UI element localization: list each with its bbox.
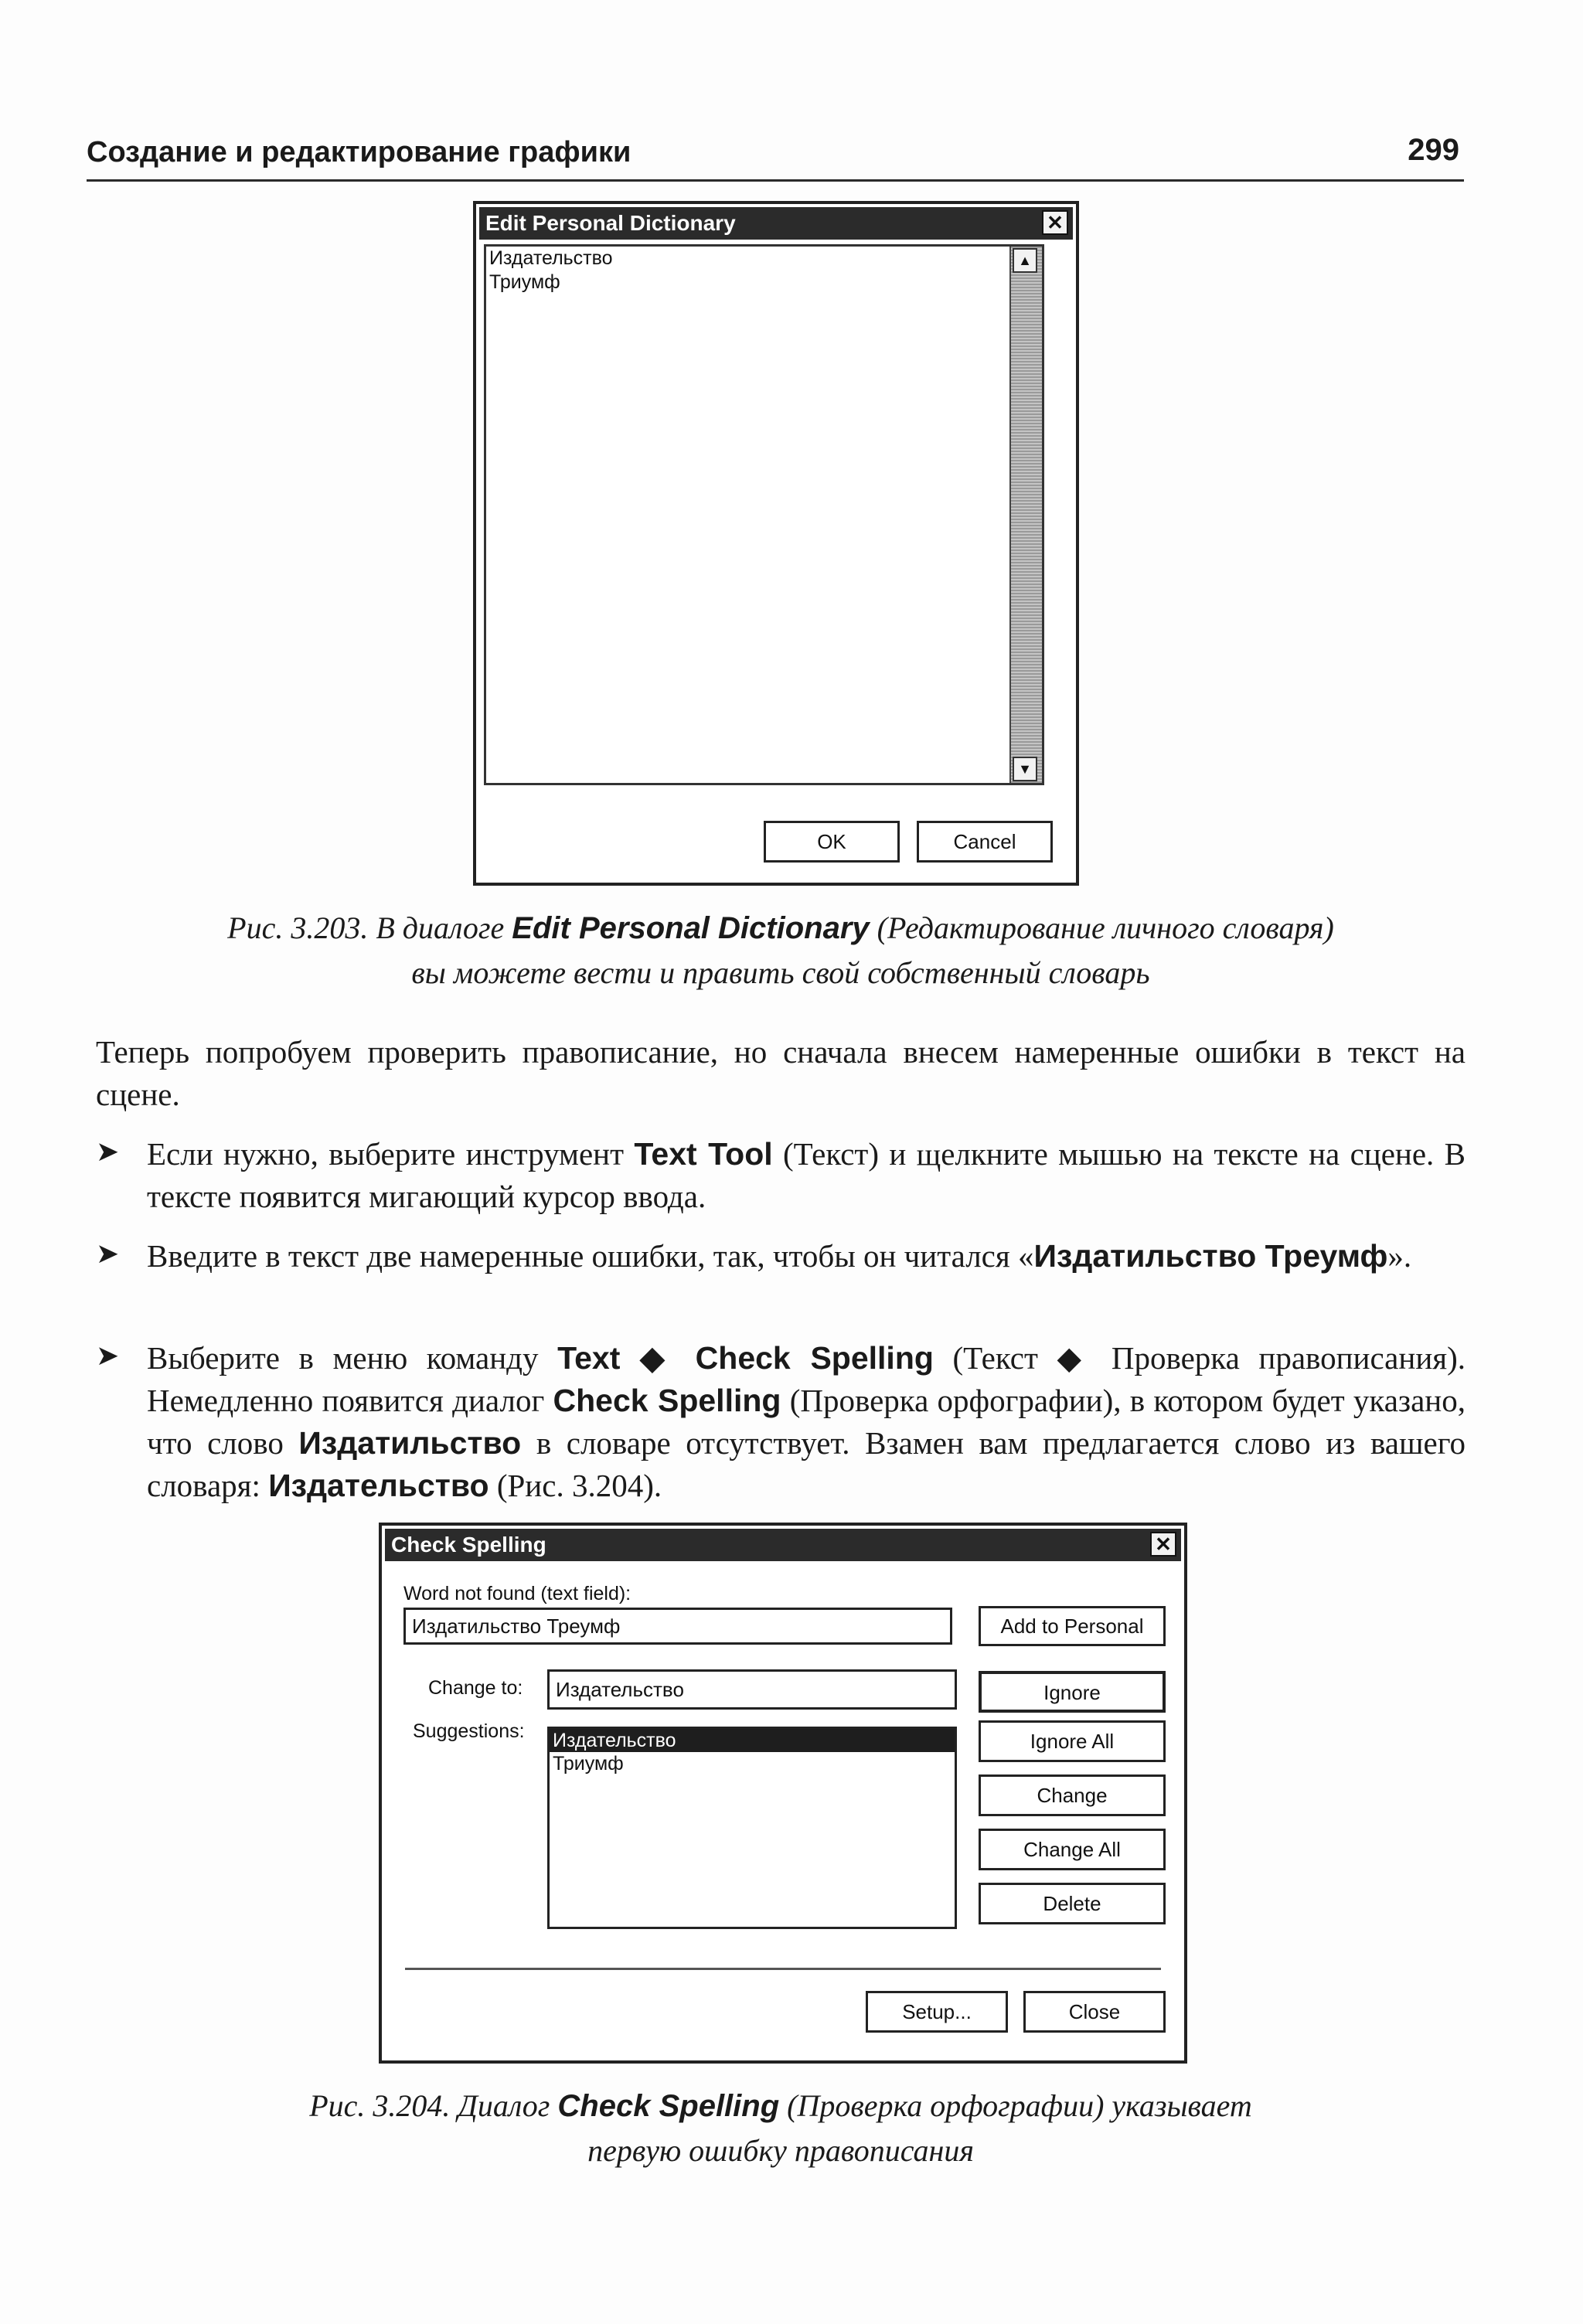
list-item-selected[interactable]: Издательство: [550, 1729, 955, 1752]
caption-prefix: Рис. 3.203. В диалоге: [227, 910, 505, 945]
suggestions-label: Suggestions:: [413, 1720, 525, 1742]
bullet-paragraph-3: [147, 1337, 1466, 1507]
change-to-field[interactable]: Издательство: [547, 1669, 957, 1710]
page-header: [87, 133, 1464, 182]
caption-prefix: Рис. 3.204. Диалог: [309, 2088, 550, 2123]
close-icon[interactable]: ✕: [1150, 1532, 1176, 1557]
edit-personal-dictionary-dialog: [473, 201, 1079, 886]
caption-suffix: (Редактирование личного словаря): [877, 910, 1334, 945]
delete-button[interactable]: Delete: [979, 1883, 1166, 1924]
bullet-arrow-icon: ➤: [96, 1136, 120, 1168]
divider: [405, 1968, 1161, 1970]
vertical-scrollbar[interactable]: [1009, 247, 1042, 783]
setup-button[interactable]: Setup...: [866, 1991, 1008, 2033]
dialog-name: Check Spelling: [553, 1383, 781, 1418]
text-span: (Текст) и щелкните мышью на тексте на сцене. В тексте появится мигающий курсор ввода.: [147, 1136, 1466, 1214]
dialog-title: Edit Personal Dictionary: [485, 211, 736, 235]
caption-line2: вы можете вести и править свой собственный словарь: [411, 955, 1150, 990]
bullet-paragraph-2: [147, 1235, 1466, 1278]
ok-button[interactable]: OK: [764, 821, 900, 863]
figure-caption-204: [116, 2084, 1445, 2173]
dialog-titlebar[interactable]: [479, 207, 1073, 240]
text-span: (Проверка орфографии), в котором будет указано, что слово: [147, 1383, 1466, 1461]
misspelled-word: Издатильство: [298, 1425, 522, 1461]
text-span: в словаре отсутствует. Взамен вам предлагается слово из вашего словаря:: [147, 1425, 1466, 1503]
dialog-titlebar[interactable]: [385, 1529, 1181, 1561]
bullet-arrow-icon: ➤: [96, 1340, 120, 1372]
list-item[interactable]: Триумф: [553, 1753, 624, 1774]
dictionary-list[interactable]: [484, 244, 1044, 785]
figure-caption-203: [116, 906, 1445, 995]
ignore-button[interactable]: Ignore: [979, 1671, 1166, 1713]
dialog-title: Check Spelling: [391, 1533, 546, 1557]
text-span: (Текст ◆ Проверка правописания). Немедленно появится диалог: [147, 1340, 1466, 1418]
cancel-button[interactable]: Cancel: [917, 821, 1053, 863]
close-icon[interactable]: ✕: [1042, 210, 1068, 235]
caption-bold: Check Spelling: [557, 2089, 780, 2123]
check-spelling-dialog: [379, 1523, 1187, 2064]
bullet-arrow-icon: ➤: [96, 1238, 120, 1270]
bullet-paragraph-1: [147, 1133, 1466, 1218]
text-span: Введите в текст две намеренные ошибки, так, чтобы он читался «: [147, 1238, 1034, 1274]
word-not-found-label: Word not found (text field):: [403, 1583, 631, 1604]
caption-suffix: (Проверка орфографии) указывает: [787, 2088, 1252, 2123]
ignore-all-button[interactable]: Ignore All: [979, 1720, 1166, 1762]
page-number: 299: [1408, 133, 1459, 167]
list-item[interactable]: Триумф: [489, 271, 560, 293]
text-span: Выберите в меню команду: [147, 1340, 539, 1376]
chapter-title: Создание и редактирование графики: [87, 136, 631, 168]
change-to-label: Change to:: [428, 1677, 523, 1699]
caption-bold: Edit Personal Dictionary: [512, 911, 870, 945]
menu-command: Text ◆ Check Spelling: [557, 1340, 934, 1376]
text-span: ».: [1387, 1238, 1412, 1274]
suggestions-list[interactable]: [547, 1727, 957, 1929]
list-item[interactable]: Издательство: [489, 247, 613, 269]
close-button[interactable]: Close: [1023, 1991, 1166, 2033]
change-button[interactable]: Change: [979, 1774, 1166, 1816]
intro-paragraph: Теперь попробуем проверить правописание, но сначала внесем намеренные ошибки в текст на сцене.: [96, 1034, 1466, 1112]
caption-line2: первую ошибку правописания: [587, 2133, 974, 2168]
text-span: (Рис. 3.204).: [496, 1468, 662, 1503]
tool-name: Text Tool: [634, 1136, 773, 1172]
text-span: Если нужно, выберите инструмент: [147, 1136, 625, 1172]
example-text: Издатильство Треумф: [1033, 1238, 1388, 1274]
add-to-personal-button[interactable]: Add to Personal: [979, 1606, 1166, 1646]
scroll-up-icon[interactable]: ▲: [1013, 248, 1037, 273]
change-all-button[interactable]: Change All: [979, 1829, 1166, 1870]
scroll-down-icon[interactable]: ▼: [1013, 757, 1037, 781]
word-not-found-field[interactable]: Издатильство Треумф: [403, 1608, 952, 1645]
suggested-word: Издательство: [268, 1468, 489, 1503]
